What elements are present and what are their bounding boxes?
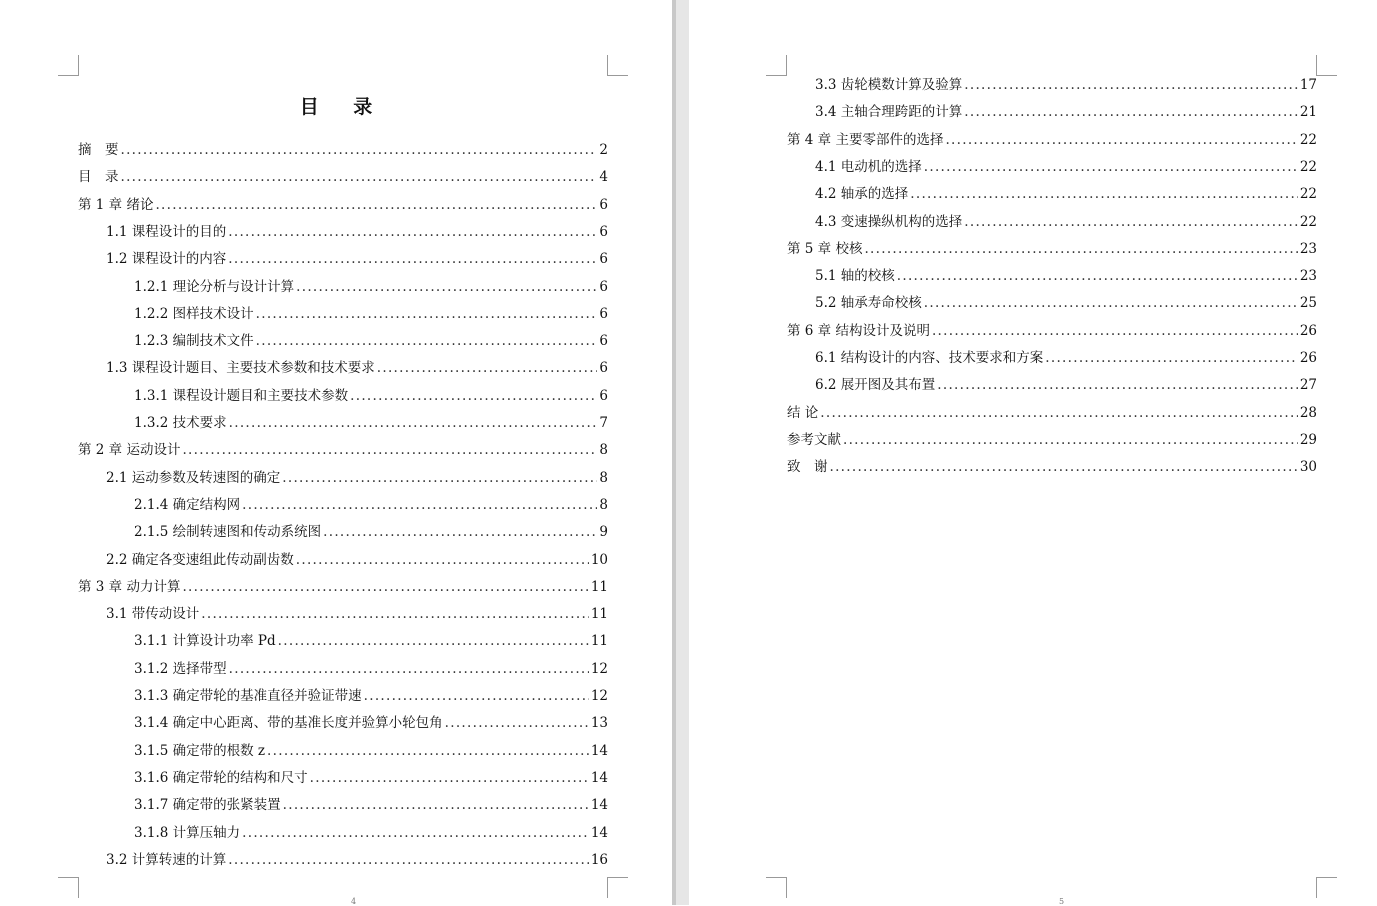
toc-leader-dots [830,458,1298,476]
toc-entry-page-number: 10 [590,551,608,568]
toc-entry-label: 1.2 课程设计的内容 [106,251,227,268]
toc-entry[interactable] [787,131,1317,149]
toc-entry-page-number: 6 [599,360,608,377]
toc-leader-dots [296,278,597,296]
toc-entry[interactable] [134,796,608,814]
toc-entry-label: 1.1 课程设计的目的 [106,223,227,240]
toc-entry-label: 2.2 确定各变速组此传动副齿数 [106,551,294,568]
toc-entry-page-number: 14 [590,824,608,841]
toc-entry-page-number: 8 [599,469,608,486]
toc-leader-dots [937,376,1298,394]
toc-leader-dots [282,469,597,487]
toc-leader-dots [323,523,597,541]
toc-entry-page-number: 7 [599,415,608,431]
toc-entry-page-number: 6 [599,251,608,268]
toc-entry-label: 6.2 展开图及其布置 [815,377,936,394]
toc-entry[interactable] [815,294,1317,312]
toc-entry-label: 2.1 运动参数及转速图的确定 [106,469,281,486]
toc-entry-label: 3.3 齿轮模数计算及验算 [815,77,963,93]
toc-entry-page-number: 13 [590,715,608,732]
toc-leader-dots [242,496,597,514]
toc-leader-dots [182,441,597,459]
toc-entry-label: 第 2 章 运动设计 [78,442,181,459]
toc-leader-dots [910,185,1298,203]
toc-entry[interactable] [134,769,608,787]
toc-leader-dots [296,551,589,569]
crop-mark-bottom-left [58,877,79,898]
toc-entry[interactable] [78,141,608,159]
toc-entry-page-number: 27 [1299,377,1317,394]
toc-entry[interactable] [134,523,608,541]
toc-entry[interactable] [787,322,1317,340]
toc-entry[interactable] [106,223,608,241]
toc-entry-page-number: 11 [590,578,608,595]
toc-entry-page-number: 6 [599,333,608,350]
toc-entry-label: 4.3 变速操纵机构的选择 [815,213,963,230]
toc-entry-page-number: 6 [599,223,608,240]
toc-entry-page-number: 22 [1299,213,1317,230]
document-page-4 [0,0,672,905]
toc-entry[interactable] [815,103,1317,121]
toc-entry-label: 3.1.3 确定带轮的基准直径并验证带速 [134,688,362,704]
toc-entry[interactable] [78,441,608,459]
toc-entry-page-number: 22 [1299,131,1317,148]
toc-entry-page-number: 11 [590,633,608,650]
toc-entry-label: 4.2 轴承的选择 [815,186,909,203]
toc-entry-label: 3.1.2 选择带型 [134,660,227,677]
toc-leader-dots [350,387,597,405]
toc-entry-label: 摘 要 [78,142,119,158]
toc-entry-page-number: 6 [599,196,608,213]
toc-entry-label: 3.2 计算转速的计算 [106,851,227,868]
toc-entry-page-number: 26 [1299,322,1317,339]
toc-leader-dots [945,131,1297,149]
toc-entry[interactable] [134,660,608,678]
toc-entry[interactable] [815,158,1317,176]
toc-entry[interactable] [815,376,1317,394]
toc-leader-dots [897,267,1298,285]
crop-mark-top-left [766,55,787,76]
toc-entry-page-number: 12 [590,660,608,677]
toc-entry[interactable] [134,332,608,350]
toc-entry-label: 参考文献 [787,431,841,448]
toc-leader-dots [964,213,1298,231]
toc-leader-dots [155,196,597,214]
toc-leader-dots [229,414,598,432]
toc-entry-label: 1.3.1 课程设计题目和主要技术参数 [134,387,349,404]
toc-entry[interactable] [134,278,608,296]
toc-entry[interactable] [815,76,1317,94]
toc-entry[interactable] [134,632,608,650]
toc-leader-dots [267,742,589,760]
page-number: 4 [351,897,357,906]
toc-entry-label: 1.2.1 理论分析与设计计算 [134,278,295,295]
toc-entry-label: 3.1.4 确定中心距离、带的基准长度并验算小轮包角 [134,715,443,732]
toc-entry-page-number: 26 [1299,350,1317,366]
toc-entry-label: 第 4 章 主要零部件的选择 [787,131,944,148]
toc-entry[interactable] [134,414,608,432]
toc-entry[interactable] [134,742,608,760]
toc-entry[interactable] [106,551,608,569]
toc-leader-dots [932,322,1298,340]
toc-entry-page-number: 11 [590,606,608,623]
toc-entry-label: 2.1.5 绘制转速图和传动系统图 [134,524,322,541]
toc-entry-page-number: 16 [590,851,608,868]
toc-leader-dots [229,660,589,678]
toc-entry-page-number: 23 [1299,240,1317,257]
toc-leader-dots [121,141,598,159]
toc-entry[interactable] [787,431,1317,449]
toc-entry-page-number: 29 [1299,431,1317,448]
toc-entry-label: 2.1.4 确定结构网 [134,496,241,513]
toc-entry-page-number: 6 [599,387,608,404]
toc-entry-page-number: 12 [590,688,608,704]
toc-entry-page-number: 28 [1299,404,1317,421]
page-gutter [672,0,689,905]
toc-entry[interactable] [815,185,1317,203]
toc-leader-dots [228,250,597,268]
toc-entry[interactable] [134,387,608,405]
toc-entry-label: 3.4 主轴合理跨距的计算 [815,104,963,121]
toc-entry-page-number: 21 [1299,104,1317,121]
toc-entry-page-number: 14 [590,797,608,814]
toc-entry-page-number: 9 [599,524,608,541]
toc-entry-page-number: 2 [599,142,608,158]
toc-entry-page-number: 25 [1299,295,1317,312]
toc-leader-dots [843,431,1298,449]
toc-entry[interactable] [134,305,608,323]
toc-entry-page-number: 23 [1299,268,1317,285]
toc-entry[interactable] [78,196,608,214]
toc-leader-dots [964,76,1298,94]
toc-entry[interactable] [787,458,1317,476]
toc-entry-label: 3.1 带传动设计 [106,606,200,623]
toc-entry-label: 结 论 [787,404,819,421]
toc-entry-label: 6.1 结构设计的内容、技术要求和方案 [815,350,1044,366]
toc-leader-dots [256,305,598,323]
toc-leader-dots [182,578,588,596]
toc-leader-dots [364,687,589,705]
crop-mark-top-left [58,55,79,76]
toc-entry-page-number: 14 [590,742,608,759]
toc-entry[interactable] [134,714,608,732]
toc-entry[interactable] [815,213,1317,231]
toc-leader-dots [445,714,589,732]
toc-entry-page-number: 14 [590,769,608,786]
toc-entry-label: 1.3.2 技术要求 [134,415,227,431]
toc-entry-label: 第 5 章 校核 [787,240,863,257]
document-page-5 [689,0,1377,905]
toc-leader-dots [121,168,598,186]
page-number: 5 [1059,897,1065,906]
toc-entry-label: 第 6 章 结构设计及说明 [787,322,930,339]
toc-entry-label: 1.2.3 编制技术文件 [134,333,254,350]
toc-entry[interactable] [134,824,608,842]
toc-entry-page-number: 22 [1299,158,1317,175]
toc-entry[interactable] [134,687,608,705]
toc-title: 目 录 [299,96,387,118]
toc-entry-label: 1.2.2 图样技术设计 [134,305,254,322]
toc-entry[interactable] [787,404,1317,422]
toc-leader-dots [278,632,589,650]
crop-mark-top-right [1316,55,1337,76]
toc-entry[interactable] [815,267,1317,285]
toc-entry[interactable] [106,359,608,377]
toc-entry-page-number: 22 [1299,186,1317,203]
toc-entry-page-number: 17 [1299,77,1317,93]
toc-entry[interactable] [78,578,608,596]
toc-entry-label: 第 1 章 绪论 [78,196,154,213]
toc-entry-label: 目 录 [78,169,119,186]
toc-leader-dots [377,359,598,377]
toc-entry-label: 3.1.1 计算设计功率 Pd [134,633,276,650]
toc-entry-page-number: 8 [599,496,608,513]
toc-leader-dots [310,769,589,787]
toc-entry-page-number: 6 [599,305,608,322]
toc-entry-label: 3.1.7 确定带的张紧装置 [134,797,281,814]
toc-entry-page-number: 4 [599,169,608,186]
toc-entry-label: 5.1 轴的校核 [815,268,895,285]
toc-entry-label: 致 谢 [787,459,828,476]
toc-entry[interactable] [106,469,608,487]
toc-entry-label: 3.1.8 计算压轴力 [134,824,241,841]
toc-leader-dots [228,223,597,241]
toc-entry-label: 5.2 轴承寿命校核 [815,295,922,312]
toc-entry-label: 4.1 电动机的选择 [815,158,922,175]
toc-leader-dots [256,332,598,350]
toc-leader-dots [283,796,589,814]
toc-entry[interactable] [106,851,608,869]
toc-leader-dots [201,605,589,623]
toc-leader-dots [228,851,589,869]
toc-leader-dots [964,103,1298,121]
toc-entry[interactable] [106,250,608,268]
toc-entry-label: 3.1.5 确定带的根数 z [134,742,266,759]
toc-entry-page-number: 8 [599,442,608,459]
crop-mark-bottom-right [1316,877,1337,898]
toc-entry-label: 3.1.6 确定带轮的结构和尺寸 [134,769,308,786]
crop-mark-bottom-left [766,877,787,898]
toc-entry[interactable] [78,168,608,186]
toc-entry-page-number: 6 [599,278,608,295]
toc-entry[interactable] [134,496,608,514]
toc-leader-dots [242,824,589,842]
toc-entry[interactable] [787,240,1317,258]
toc-leader-dots [924,294,1298,312]
toc-entry[interactable] [815,349,1317,367]
crop-mark-bottom-right [607,877,628,898]
toc-leader-dots [820,404,1298,422]
toc-entry[interactable] [106,605,608,623]
crop-mark-top-right [607,55,628,76]
toc-entry-label: 1.3 课程设计题目、主要技术参数和技术要求 [106,360,375,377]
toc-leader-dots [864,240,1297,258]
toc-entry-page-number: 30 [1299,459,1317,476]
toc-leader-dots [924,158,1298,176]
toc-leader-dots [1045,349,1298,367]
toc-entry-label: 第 3 章 动力计算 [78,578,181,595]
